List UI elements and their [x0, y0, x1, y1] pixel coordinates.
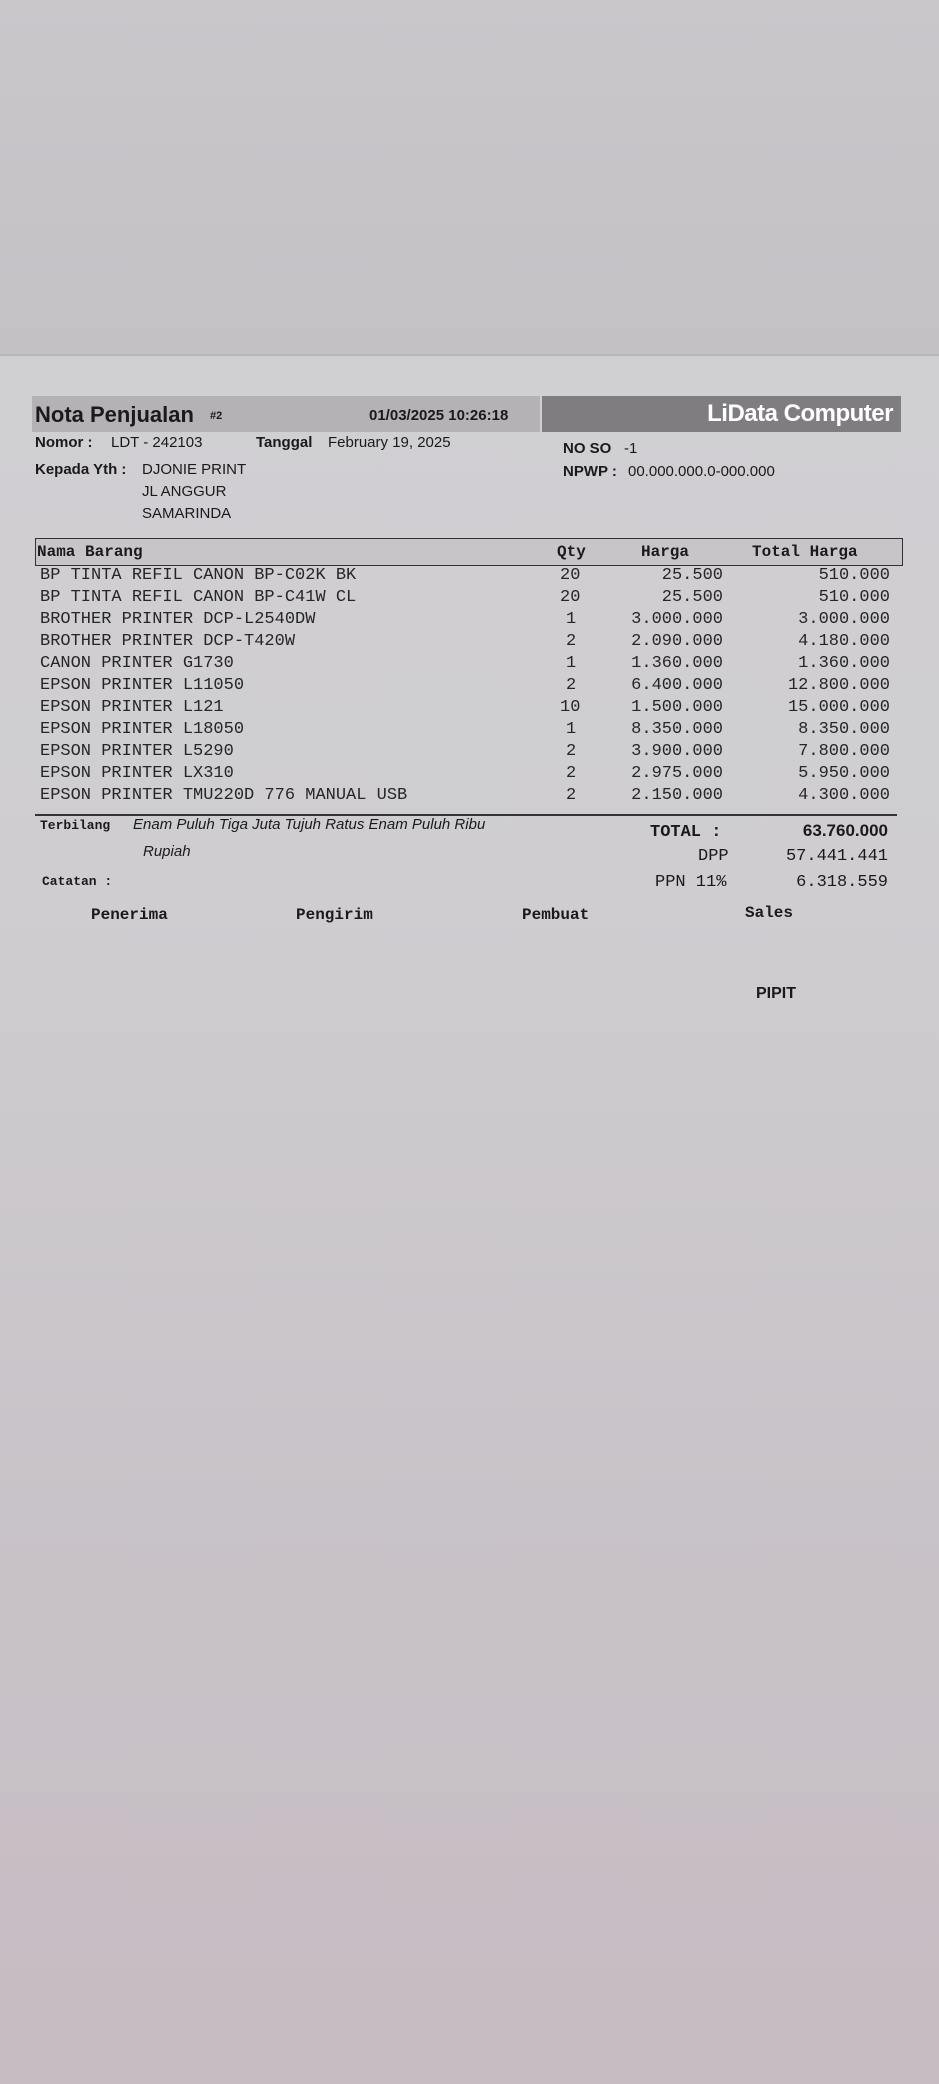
item-total: 3.000.000 — [798, 610, 890, 629]
copy-mark: #2 — [210, 410, 223, 422]
item-qty: 2 — [566, 742, 577, 761]
item-qty: 1 — [566, 720, 577, 739]
item-price: 2.090.000 — [631, 632, 723, 651]
table-row — [0, 720, 939, 742]
item-name: EPSON PRINTER TMU220D 776 MANUAL USB — [40, 786, 408, 805]
item-name: BP TINTA REFIL CANON BP-C41W CL — [40, 588, 357, 607]
table-row — [0, 786, 939, 808]
noso-value: -1 — [624, 440, 638, 457]
item-total: 510.000 — [818, 566, 890, 585]
table-row — [0, 742, 939, 764]
nomor-value: LDT - 242103 — [111, 434, 203, 451]
table-row — [0, 610, 939, 632]
signature-pengirim: Pengirim — [296, 906, 373, 924]
dpp-value: 57.441.441 — [785, 847, 888, 866]
item-name: BROTHER PRINTER DCP-L2540DW — [40, 610, 316, 629]
item-name: EPSON PRINTER L18050 — [40, 720, 245, 739]
item-price: 8.350.000 — [631, 720, 723, 739]
ppn-label: PPN 11% — [655, 873, 727, 892]
header-nama-barang: Nama Barang — [37, 543, 143, 561]
item-qty: 2 — [566, 764, 577, 783]
item-total: 4.300.000 — [798, 786, 890, 805]
item-price: 25.500 — [661, 588, 723, 607]
item-name: EPSON PRINTER LX310 — [40, 764, 234, 783]
tanggal-label: Tanggal — [256, 434, 313, 451]
item-qty: 2 — [566, 632, 577, 651]
item-total: 8.350.000 — [798, 720, 890, 739]
item-total: 5.950.000 — [798, 764, 890, 783]
table-row — [0, 698, 939, 720]
table-row — [0, 632, 939, 654]
item-qty: 2 — [566, 676, 577, 695]
signature-pembuat: Pembuat — [522, 906, 590, 924]
customer-address: JL ANGGUR — [142, 483, 227, 500]
table-row — [0, 566, 939, 588]
tanggal-value: February 19, 2025 — [328, 434, 451, 451]
item-qty: 1 — [566, 654, 577, 673]
customer-city: SAMARINDA — [142, 505, 232, 522]
printed-datetime: 01/03/2025 10:26:18 — [369, 407, 509, 424]
item-total: 510.000 — [818, 588, 890, 607]
table-row — [0, 676, 939, 698]
customer-name: DJONIE PRINT — [142, 461, 247, 478]
item-total: 12.800.000 — [787, 676, 890, 695]
header-qty: Qty — [557, 543, 586, 561]
table-row — [0, 764, 939, 786]
item-price: 1.500.000 — [631, 698, 723, 717]
item-qty: 20 — [560, 566, 581, 585]
table-row — [0, 654, 939, 676]
noso-label: NO SO — [563, 440, 612, 457]
item-price: 3.000.000 — [631, 610, 723, 629]
item-name: EPSON PRINTER L11050 — [40, 676, 245, 695]
item-name: EPSON PRINTER L5290 — [40, 742, 234, 761]
brand-logo: LiData Computer — [707, 400, 893, 427]
paper-top-edge — [0, 354, 939, 356]
signature-penerima: Penerima — [91, 906, 168, 924]
ppn-value: 6.318.559 — [796, 873, 888, 892]
item-total: 4.180.000 — [798, 632, 890, 651]
item-qty: 20 — [560, 588, 581, 607]
nomor-label: Nomor : — [35, 434, 93, 451]
signature-sales: Sales — [745, 904, 794, 922]
item-price: 3.900.000 — [631, 742, 723, 761]
terbilang-text-line1: Enam Puluh Tiga Juta Tujuh Ratus Enam Puluh Ribu — [133, 816, 486, 833]
item-total: 15.000.000 — [787, 698, 890, 717]
terbilang-label: Terbilang — [40, 818, 111, 833]
item-qty: 10 — [560, 698, 581, 717]
total-label: TOTAL : — [650, 823, 722, 842]
document-title: Nota Penjualan — [35, 402, 194, 427]
item-name: BROTHER PRINTER DCP-T420W — [40, 632, 296, 651]
dpp-label: DPP — [698, 847, 729, 866]
item-name: CANON PRINTER G1730 — [40, 654, 234, 673]
item-name: BP TINTA REFIL CANON BP-C02K BK — [40, 566, 357, 585]
kepada-label: Kepada Yth : — [35, 461, 127, 478]
item-qty: 1 — [566, 610, 577, 629]
header-total-harga: Total Harga — [752, 543, 858, 561]
item-qty: 2 — [566, 786, 577, 805]
item-price: 1.360.000 — [631, 654, 723, 673]
total-value: 63.760.000 — [802, 821, 888, 840]
sales-name: PIPIT — [756, 985, 797, 1002]
item-price: 25.500 — [661, 566, 723, 585]
npwp-label: NPWP : — [563, 463, 617, 480]
item-price: 2.975.000 — [631, 764, 723, 783]
item-price: 6.400.000 — [631, 676, 723, 695]
item-total: 7.800.000 — [798, 742, 890, 761]
item-name: EPSON PRINTER L121 — [40, 698, 224, 717]
brand-bar — [542, 396, 901, 432]
table-row — [0, 588, 939, 610]
header-harga: Harga — [641, 543, 690, 561]
catatan-label: Catatan : — [42, 874, 113, 889]
item-price: 2.150.000 — [631, 786, 723, 805]
item-total: 1.360.000 — [798, 654, 890, 673]
npwp-value: 00.000.000.0-000.000 — [628, 463, 775, 480]
terbilang-text-line2: Rupiah — [143, 843, 191, 860]
